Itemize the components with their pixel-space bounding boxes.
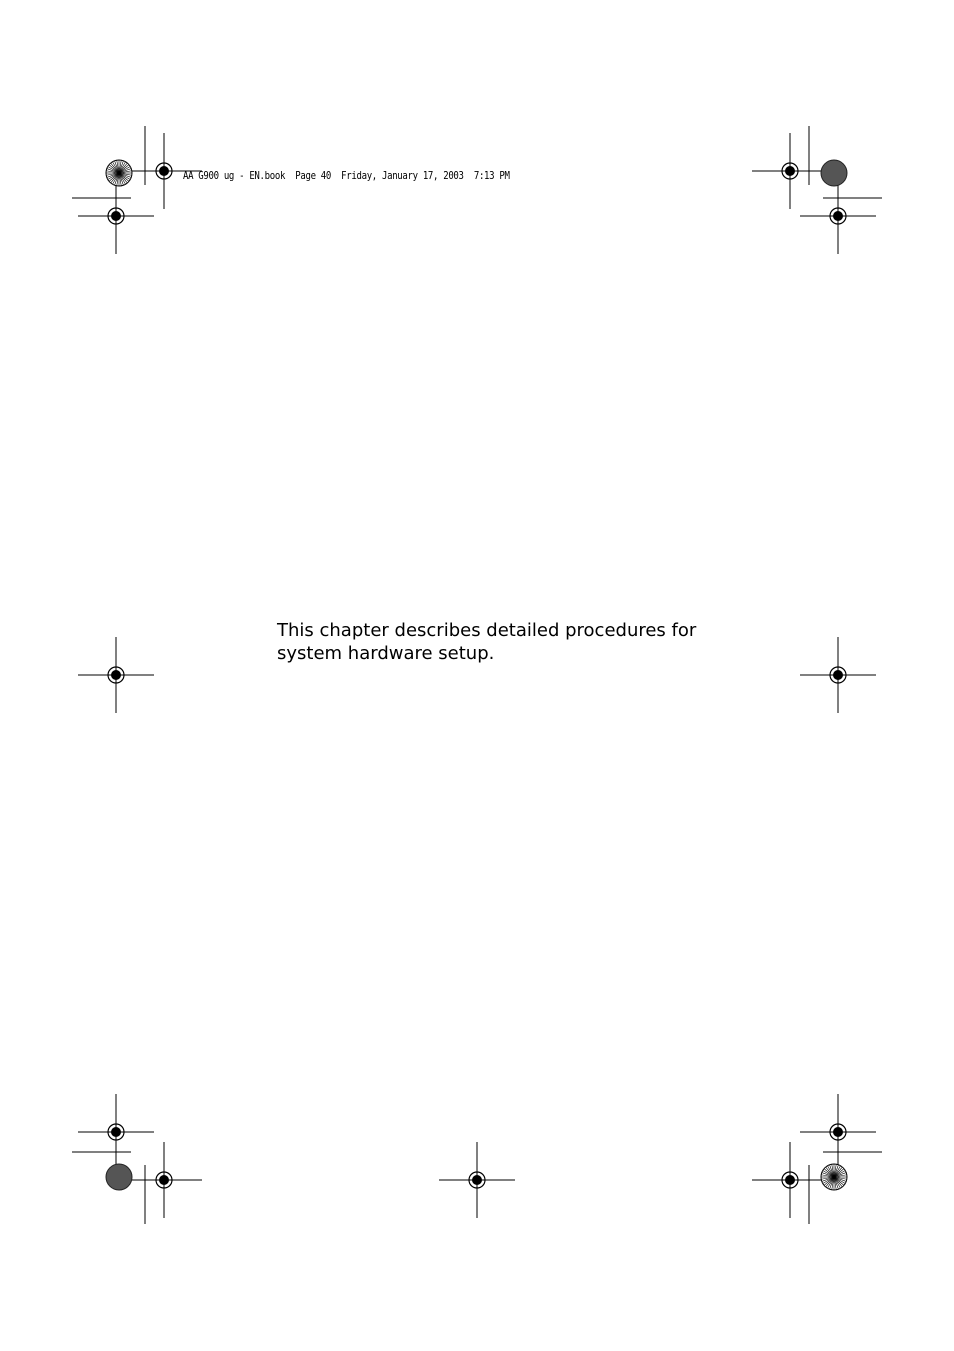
crop-marks [72, 126, 882, 1224]
book-file-info: AA G900 ug - EN.book Page 40 Friday, January 17, 2003 7:13 PM [183, 169, 510, 182]
chapter-intro-text: This chapter describes detailed procedures for system hardware setup. [277, 620, 697, 664]
registration-target-icon [78, 133, 876, 1218]
star-target-icon [106, 160, 847, 1190]
dark-density-target-icon [106, 160, 847, 1190]
